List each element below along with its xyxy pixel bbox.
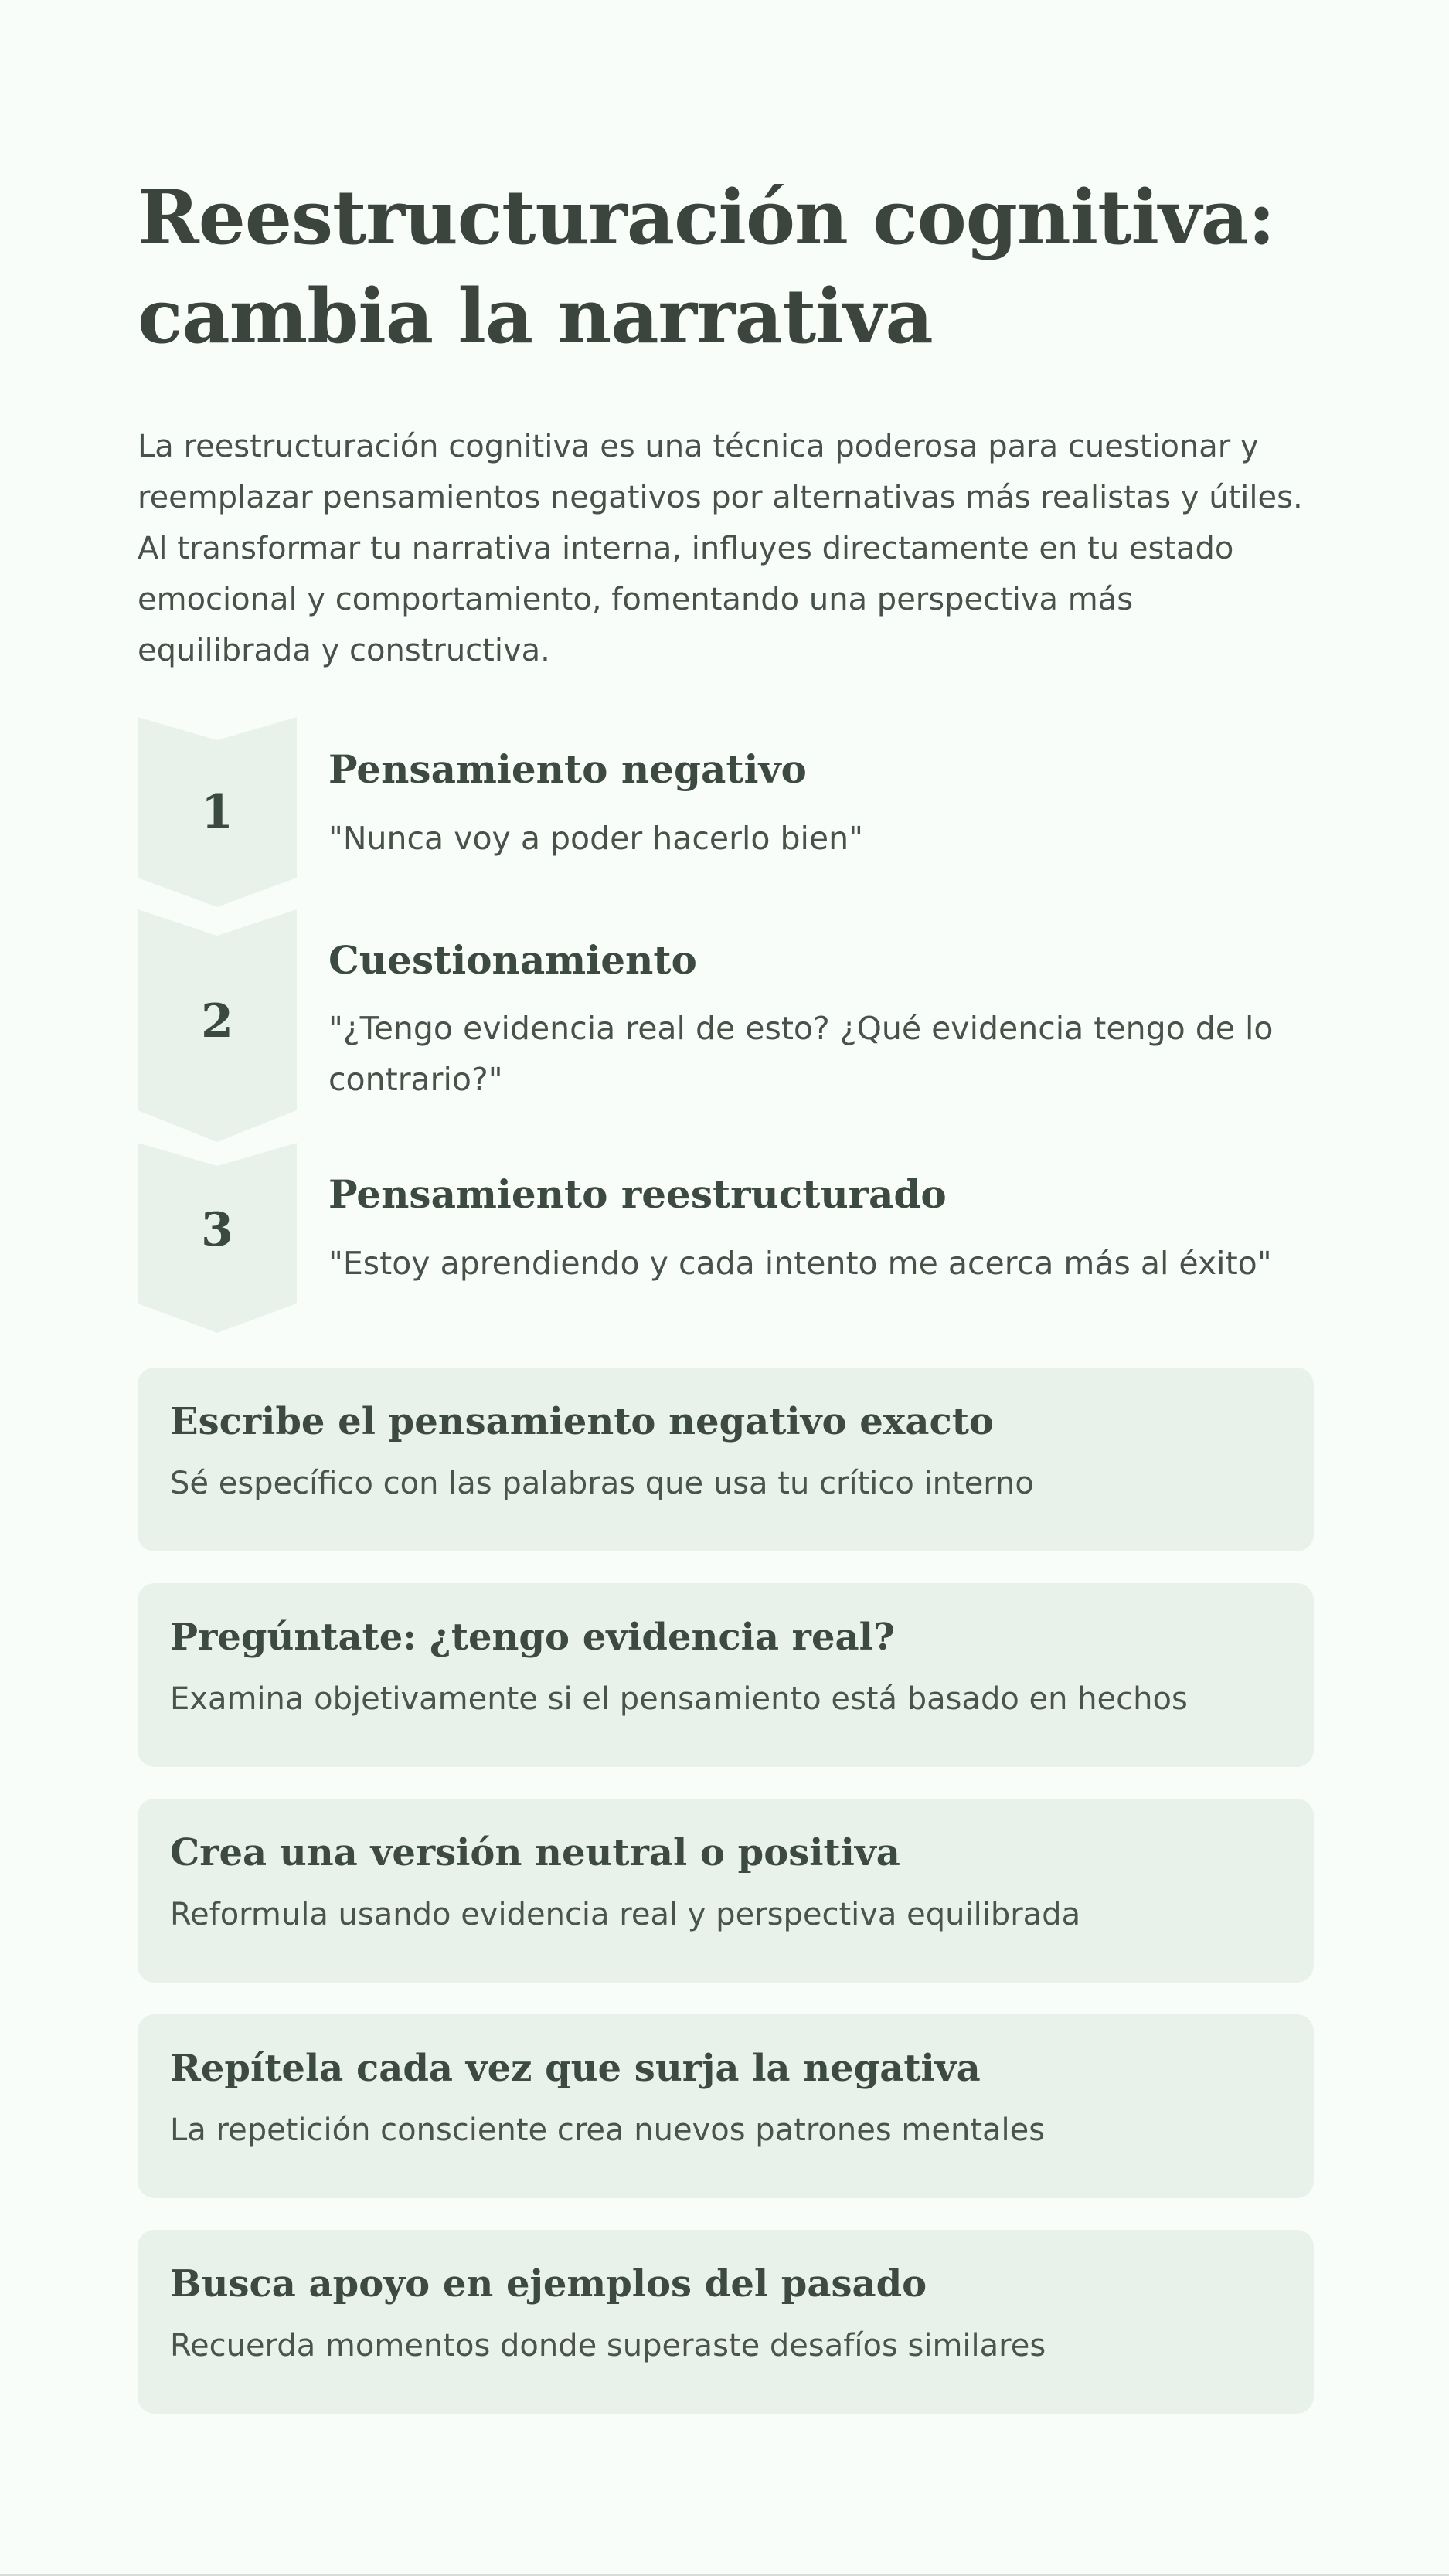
intro-paragraph: La reestructuración cognitiva es una técnica poderosa para cuestionar y reemplazar pensamientos negativos por alternativas más realistas y útiles. Al transformar tu narrativa interna, influyes directamente en tu estado emocional y comportamiento, fomentando una perspectiva más equilibrada y constructiva.: [138, 429, 1303, 668]
tip-title: Escribe el pensamiento negativo exacto: [170, 1400, 994, 1443]
tip-text: La repetición consciente crea nuevos patrones mentales: [170, 2112, 1046, 2148]
step-title: Pensamiento negativo: [328, 746, 807, 792]
step-text: "Nunca voy a poder hacerlo bien": [328, 820, 863, 857]
step-text: "Estoy aprendiendo y cada intento me acerca más al éxito": [328, 1245, 1272, 1282]
page-title-line-1: Reestructuración cognitiva:: [138, 174, 1275, 261]
step-title: Cuestionamiento: [328, 937, 697, 983]
tip-text: Recuerda momentos donde superaste desafíos similares: [170, 2328, 1046, 2364]
tip-text: Sé específico con las palabras que usa tu crítico interno: [170, 1466, 1034, 1501]
step-3: [138, 1143, 1314, 1333]
tip-title: Pregúntate: ¿tengo evidencia real?: [170, 1616, 895, 1659]
step-title: Pensamiento reestructurado: [328, 1171, 947, 1217]
step-number: 2: [201, 994, 233, 1048]
tip-card: [138, 1799, 1314, 1983]
tip-card: [138, 2014, 1314, 2198]
tip-card: [138, 2230, 1314, 2414]
step-1: [138, 717, 1314, 907]
tip-text: Reformula usando evidencia real y perspectiva equilibrada: [170, 1897, 1081, 1932]
page-title-line-2: cambia la narrativa: [138, 273, 933, 360]
step-2: [138, 909, 1314, 1142]
tip-title: Busca apoyo en ejemplos del pasado: [170, 2262, 927, 2306]
tip-title: Crea una versión neutral o positiva: [170, 1831, 900, 1874]
tip-card: [138, 1583, 1314, 1767]
tip-title: Repítela cada vez que surja la negativa: [170, 2047, 981, 2090]
step-text: "¿Tengo evidencia real de esto? ¿Qué evidencia tengo de lo contrario?": [328, 1010, 1274, 1098]
page-title: [138, 168, 1314, 366]
tip-text: Examina objetivamente si el pensamiento está basado en hechos: [170, 1681, 1188, 1717]
step-number: 1: [201, 785, 233, 839]
tip-card: [138, 1368, 1314, 1551]
step-number: 3: [201, 1203, 233, 1257]
